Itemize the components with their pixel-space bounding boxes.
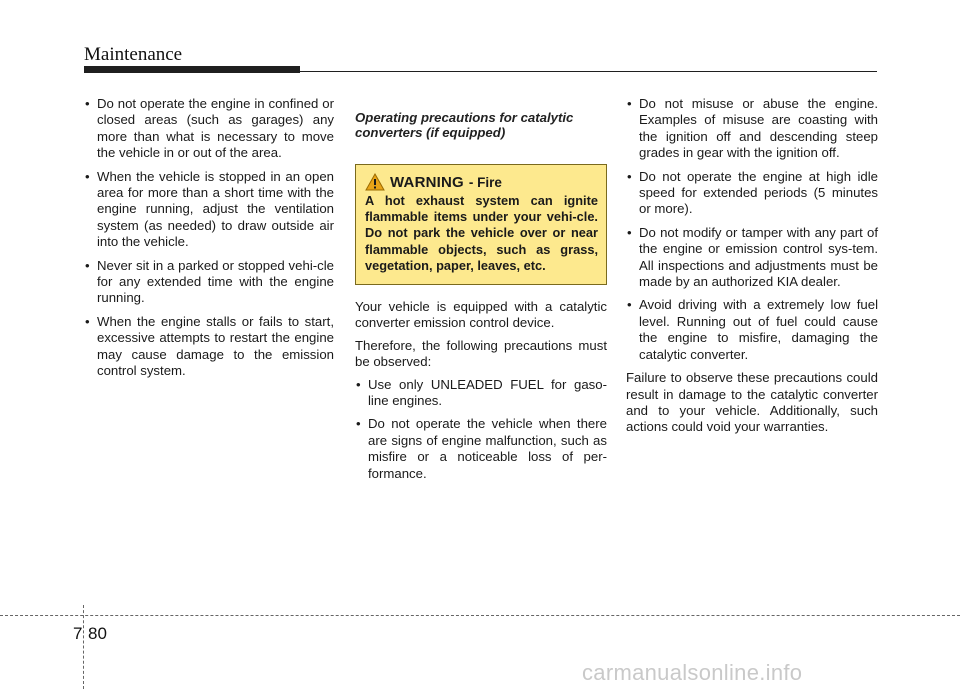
header-rule [300,71,877,72]
list-item: • Do not modify or tamper with any part of the engine or emission control sys-tem. All inspections and adjustments must be made by an authorized KIA dealer. [626,225,878,291]
warning-triangle-icon [365,173,385,191]
list-item: • Do not operate the engine in confined or closed areas (such as garages) any more than what is necessary to move the vehicle in or out of the area. [84,96,334,162]
warning-title-row [365,173,598,191]
chapter-number: 7 [73,624,83,643]
list-item: • Never sit in a parked or stopped vehi-cle for any extended time with the engine running. [84,258,334,307]
list-item: • Use only UNLEADED FUEL for gaso-line engines. [355,377,607,410]
footer-rule [0,615,960,616]
column-1 [84,96,334,387]
column-1-bullet-list [84,96,334,380]
list-item: • When the engine stalls or fails to start, excessive attempts to restart the engine may cause damage to the emission control system. [84,314,334,380]
paragraph: Therefore, the following precautions must be observed: [355,337,607,370]
page-section-title: Maintenance [84,44,183,65]
list-item: • Do not operate the vehicle when there are signs of engine malfunction, such as misfire or a noticeable loss of per-formance. [355,416,607,482]
section-heading: Operating precautions for catalytic converters (if equipped) [355,110,574,140]
warning-text: A hot exhaust system can ignite flammable items under your vehi-cle. Do not park the vehicle over or near flammable objects, such as grass, vegetation, paper, leaves, etc. [365,193,598,273]
list-item: • Do not misuse or abuse the engine. Examples of misuse are coasting with the ignition off and descending steep grades in gear with the ignition off. [626,96,878,162]
list-item: • Do not operate the engine at high idle speed for extended periods (5 minutes or more). [626,169,878,218]
header-bar [84,66,300,73]
page-number: 80 [88,624,107,643]
list-item: • When the vehicle is stopped in an open area for more than a short time with the engine running, adjust the ventilation system (as needed) to draw outside air into the vehicle. [84,169,334,251]
list-item: • Avoid driving with a extremely low fuel level. Running out of fuel could cause the engine to misfire, damaging the catalytic converter. [626,297,878,363]
watermark: carmanualsonline.info [582,660,803,685]
paragraph: Your vehicle is equipped with a catalytic converter emission control device. [355,299,607,331]
column-3 [626,96,878,442]
warning-box [355,164,607,285]
column-3-bullet-list [626,96,878,363]
warning-subtitle: - Fire [468,174,502,190]
footer-divider [83,605,84,689]
column-2-bullet-list [355,377,607,482]
column-2 [355,110,607,489]
warning-title: WARNING [390,173,464,191]
closing-paragraph: Failure to observe these precautions could result in damage to the catalytic converter and to your vehicle. Additionally, such actions could void your warranties. [626,370,878,435]
